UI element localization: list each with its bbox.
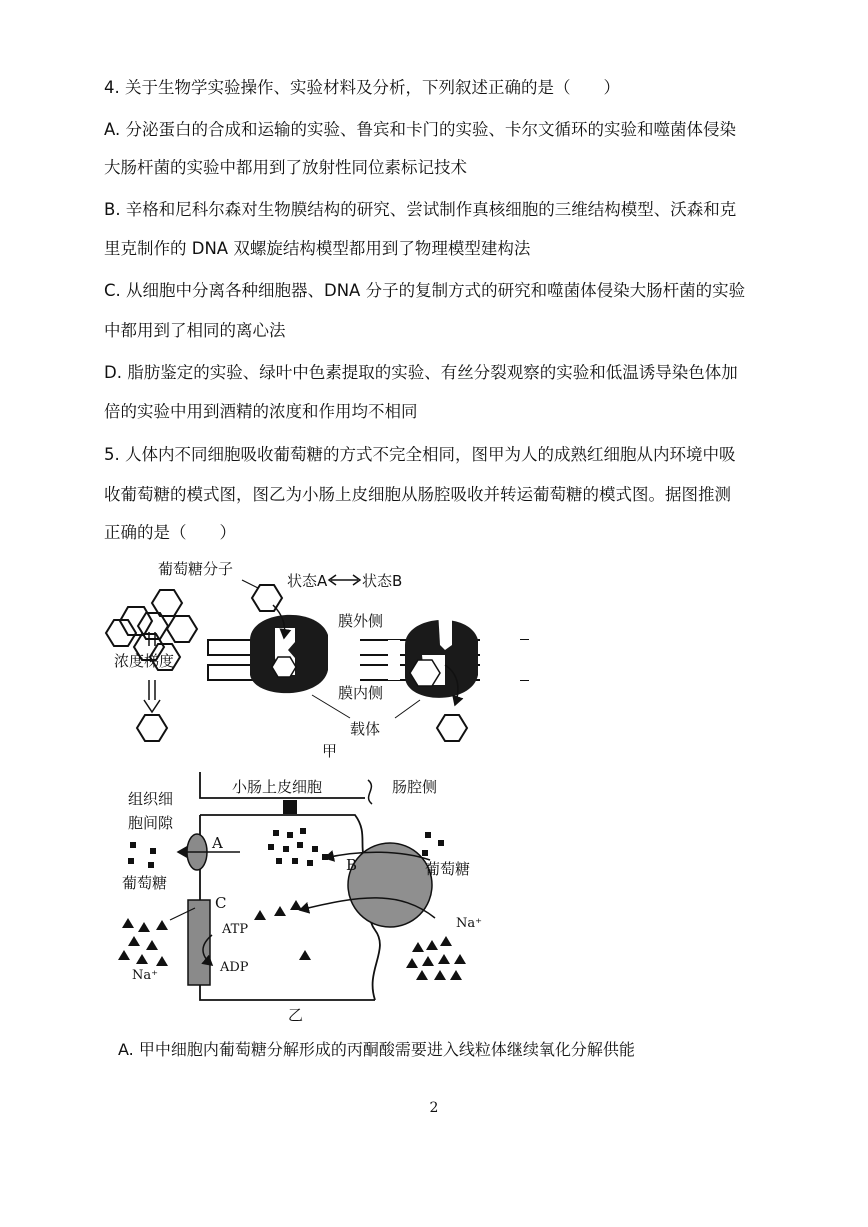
na-left-label: Na⁺: [132, 968, 158, 983]
transporter-b: [348, 843, 432, 927]
glucose-hexagon: [252, 585, 282, 611]
q4-option-c-line2: 中都用到了相同的离心法: [104, 321, 286, 340]
carrier-label: 载体: [350, 720, 381, 738]
carrier-state-a: [250, 615, 328, 693]
q4-option-c-line1: C. 从细胞中分离各种细胞器、DNA 分子的复制方式的研究和噬菌体侵染大肠杆菌的实验: [104, 281, 746, 300]
q5-stem-line2: 收葡萄糖的模式图，图乙为小肠上皮细胞从肠腔吸收并转运葡萄糖的模式图。据图推测: [104, 485, 731, 504]
intestinal-lumen-label: 肠腔侧: [392, 778, 438, 796]
adp-label: ADP: [220, 960, 249, 975]
glucose-hexagon: [138, 613, 168, 639]
q5-stem-line1: 5. 人体内不同细胞吸收葡萄糖的方式不完全相同，图甲为人的成熟红细胞从内环境中吸: [104, 445, 736, 464]
na-right-label: Na⁺: [456, 916, 482, 931]
state-a-label: 状态A: [287, 572, 328, 590]
figure-yi-caption: 乙: [288, 1006, 304, 1024]
inside-membrane-label: 膜内侧: [338, 684, 384, 702]
q4-option-d-line2: 倍的实验中用到酒精的浓度和作用均不相同: [104, 402, 418, 421]
glucose-hexagon: [137, 715, 167, 741]
outside-membrane-label: 膜外侧: [338, 612, 384, 630]
q4-stem: 4. 关于生物学实验操作、实验材料及分析，下列叙述正确的是（ ）: [104, 78, 620, 97]
figure-jia: [100, 550, 540, 770]
label-b: B: [346, 856, 358, 874]
q4-option-d-line1: D. 脂肪鉴定的实验、绿叶中色素提取的实验、有丝分裂观察的实验和低温诱导染色体加: [104, 363, 738, 382]
page-number: 2: [429, 1100, 439, 1116]
small-intestine-cell-label: 小肠上皮细胞: [232, 778, 323, 796]
q4-option-a-line2: 大肠杆菌的实验中都用到了放射性同位素标记技术: [104, 158, 467, 177]
glucose-hexagon: [167, 616, 197, 642]
state-b-label: 状态B: [362, 572, 403, 590]
interstitial-label-1: 组织细: [128, 790, 174, 808]
carrier-state-b: [405, 610, 478, 698]
atp-label: ATP: [222, 922, 249, 937]
q4-option-b-line2: 里克制作的 DNA 双螺旋结构模型都用到了物理模型建构法: [104, 239, 531, 258]
gradient-label: 浓度梯度: [114, 652, 175, 670]
glucose-molecule-label: 葡萄糖分子: [158, 560, 234, 578]
glucose-left-label: 葡萄糖: [122, 874, 168, 892]
figure-yi: [100, 770, 500, 1025]
interstitial-label-2: 胞间隙: [128, 814, 174, 832]
q4-option-a-line1: A. 分泌蛋白的合成和运输的实验、鲁宾和卡门的实验、卡尔文循环的实验和噬菌体侵染: [104, 120, 736, 139]
na-k-pump-c: [188, 900, 210, 985]
q4-option-b-line1: B. 辛格和尼科尔森对生物膜结构的研究、尝试制作真核细胞的三维结构模型、沃森和克: [104, 200, 737, 219]
glucose-hexagon: [437, 715, 467, 741]
q5-option-a: A. 甲中细胞内葡萄糖分解形成的丙酮酸需要进入线粒体继续氧化分解供能: [118, 1040, 635, 1059]
label-a: A: [212, 834, 223, 852]
label-c: C: [215, 894, 227, 912]
figure-jia-caption: 甲: [322, 742, 338, 760]
q5-stem-line3: 正确的是（ ）: [104, 523, 236, 542]
glucose-right-label: 葡萄糖: [425, 860, 471, 878]
